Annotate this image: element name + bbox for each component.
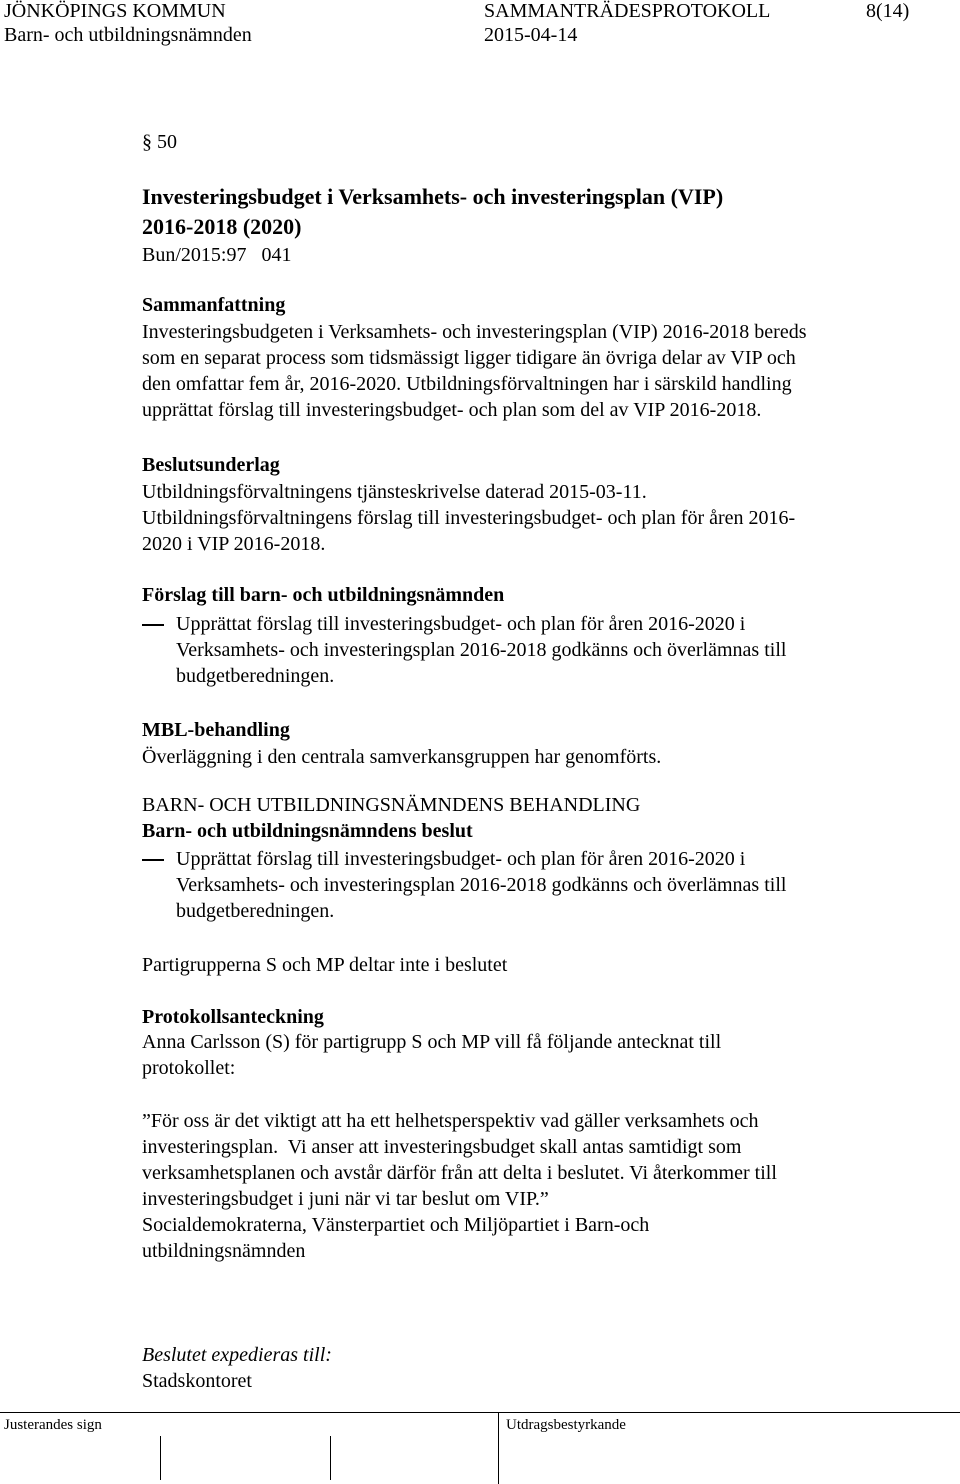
footer-right-label: Utdragsbestyrkande	[506, 1417, 626, 1433]
mbl-text: Överläggning i den centrala samverkansgruppen har genomförts.	[142, 746, 662, 768]
protocol-note-quote: investeringsbudget i juni när vi tar beslut om VIP.”	[142, 1188, 549, 1210]
protocol-note-heading: Protokollsanteckning	[142, 1006, 324, 1028]
proposal-line: Verksamhets- och investeringsplan 2016-2018 godkänns och överlämnas till	[176, 639, 787, 661]
proposal-line: budgetberedningen.	[176, 665, 335, 687]
proposal-line: Upprättat förslag till investeringsbudget- och plan för åren 2016-2020 i	[176, 613, 746, 635]
summary-heading: Sammanfattning	[142, 294, 286, 316]
header-org: JÖNKÖPINGS KOMMUN	[4, 0, 226, 22]
decision-heading: Barn- och utbildningsnämndens beslut	[142, 820, 473, 842]
proposal-bullet-dash	[142, 624, 164, 626]
basis-line: Utbildningsförvaltningens tjänsteskrivelse daterad 2015-03-11.	[142, 481, 647, 503]
decision-note: Partigrupperna S och MP deltar inte i beslutet	[142, 954, 508, 976]
protocol-note-quote: verksamhetsplanen och avstår därför från att delta i beslutet. Vi återkommer till	[142, 1162, 777, 1184]
case-reference: Bun/2015:97 041	[142, 244, 292, 266]
signature-box-divider	[160, 1436, 161, 1480]
basis-line: Utbildningsförvaltningens förslag till investeringsbudget- och plan för åren 2016-	[142, 507, 796, 529]
basis-heading: Beslutsunderlag	[142, 454, 280, 476]
protocol-note-signatory: utbildningsnämnden	[142, 1240, 306, 1262]
signature-box-divider	[330, 1436, 331, 1480]
footer-divider	[498, 1413, 499, 1484]
handling-heading: BARN- OCH UTBILDNINGSNÄMNDENS BEHANDLING	[142, 794, 641, 816]
protocol-note-quote: investeringsplan. Vi anser att investeringsbudget skall antas samtidigt som	[142, 1136, 742, 1158]
protocol-note-intro: Anna Carlsson (S) för partigrupp S och MP vill få följande antecknat till	[142, 1031, 722, 1053]
summary-line: som en separat process som tidsmässigt ligger tidigare än övriga delar av VIP och	[142, 347, 796, 369]
protocol-note-signatory: Socialdemokraterna, Vänsterpartiet och Miljöpartiet i Barn-och	[142, 1214, 650, 1236]
paragraph-number: § 50	[142, 131, 177, 153]
decision-line: Upprättat förslag till investeringsbudget- och plan för åren 2016-2020 i	[176, 848, 746, 870]
dispatch-heading: Beslutet expedieras till:	[142, 1344, 332, 1366]
mbl-heading: MBL-behandling	[142, 719, 290, 741]
protocol-note-quote: ”För oss är det viktigt att ha ett helhetsperspektiv vad gäller verksamhets och	[142, 1110, 759, 1132]
summary-line: den omfattar fem år, 2016-2020. Utbildningsförvaltningen har i särskild handling	[142, 373, 792, 395]
protocol-note-intro: protokollet:	[142, 1057, 236, 1079]
proposal-heading: Förslag till barn- och utbildningsnämnden	[142, 584, 505, 606]
basis-line: 2020 i VIP 2016-2018.	[142, 533, 326, 555]
dispatch-recipient: Stadskontoret	[142, 1370, 252, 1392]
decision-bullet-dash	[142, 859, 164, 861]
decision-line: Verksamhets- och investeringsplan 2016-2018 godkänns och överlämnas till	[176, 874, 787, 896]
summary-line: upprättat förslag till investeringsbudget- och plan som del av VIP 2016-2018.	[142, 399, 762, 421]
page-title-line-1: Investeringsbudget i Verksamhets- och investeringsplan (VIP)	[142, 184, 724, 209]
summary-line: Investeringsbudgeten i Verksamhets- och investeringsplan (VIP) 2016-2018 bereds	[142, 321, 807, 343]
header-date: 2015-04-14	[484, 24, 578, 46]
decision-line: budgetberedningen.	[176, 900, 335, 922]
footer-left-label: Justerandes sign	[4, 1417, 102, 1433]
footer-rule	[0, 1412, 960, 1413]
header-page-number: 8(14)	[866, 0, 910, 22]
page-title-line-2: 2016-2018 (2020)	[142, 214, 302, 239]
header-doc-type: SAMMANTRÄDESPROTOKOLL	[484, 0, 771, 22]
header-committee: Barn- och utbildningsnämnden	[4, 24, 252, 46]
